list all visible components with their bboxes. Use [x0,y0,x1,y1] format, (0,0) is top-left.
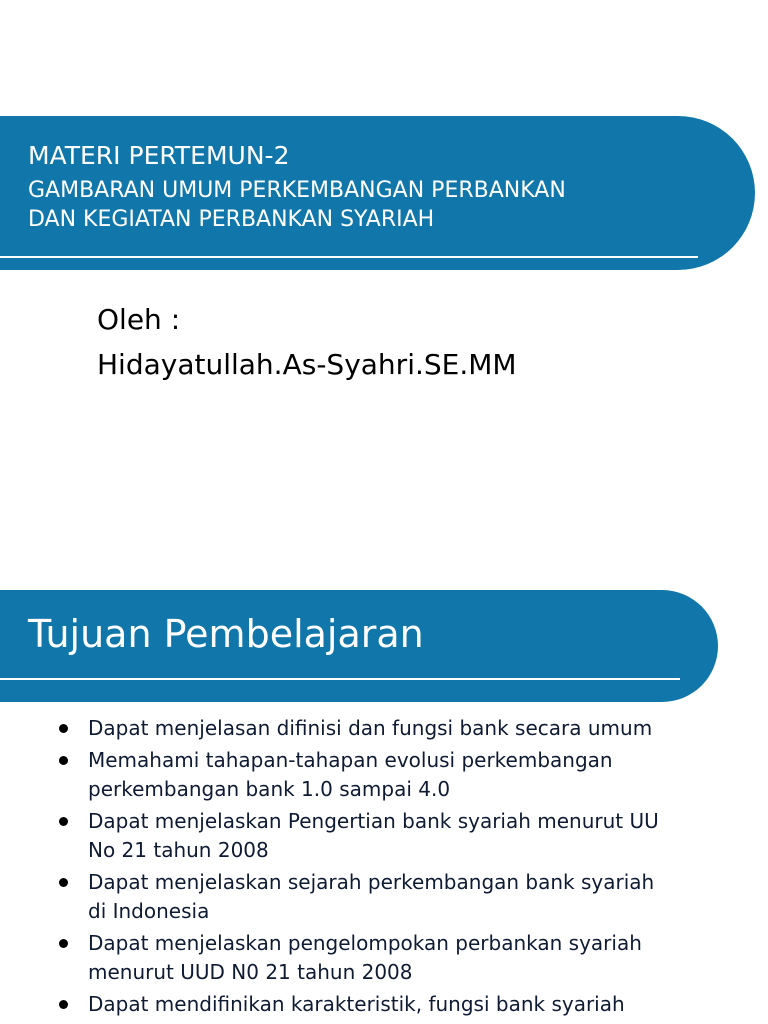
list-item-line: di Indonesia [88,899,210,923]
author-prefix: Oleh : [97,303,181,336]
slide-subtitle-line: DAN KEGIATAN PERBANKAN SYARIAH [28,207,435,232]
bullet-icon [59,756,68,765]
bullet-icon [59,1000,68,1009]
bullet-icon [59,724,68,733]
bullet-icon [59,939,68,948]
list-item-text [88,714,747,743]
list-item-text [88,746,747,804]
list-item-line: Dapat menjelaskan pengelompokan perbankan syariah [88,931,642,955]
slide-subtitle-line: GAMBARAN UMUM PERKEMBANGAN PERBANKAN [28,178,566,203]
list-item-text [88,807,747,865]
slide-title: MATERI PERTEMUN-2 [28,141,290,170]
list-item [57,807,747,865]
list-item [57,746,747,804]
objectives-list [57,714,747,1022]
heading-banner-underline [0,678,680,680]
list-item-line: Memahami tahapan-tahapan evolusi perkembangan [88,748,613,772]
list-item-text [88,868,747,926]
title-banner-underline [0,256,698,258]
bullet-icon [59,878,68,887]
author-name: Hidayatullah.As-Syahri.SE.MM [97,348,517,381]
list-item-line: Dapat menjelasan difinisi dan fungsi bank secara umum [88,716,653,740]
list-item-line: Dapat mendifinikan karakteristik, fungsi bank syariah [88,992,625,1016]
list-item-line: menurut UUD N0 21 tahun 2008 [88,960,413,984]
list-item [57,714,747,743]
list-item [57,929,747,987]
list-item-line: Dapat menjelaskan sejarah perkembangan bank syariah [88,870,655,894]
list-item-text [88,929,747,987]
bullet-icon [59,817,68,826]
list-item-line: No 21 tahun 2008 [88,838,269,862]
objectives-heading: Tujuan Pembelajaran [28,612,424,656]
author-block [97,297,517,387]
list-item [57,868,747,926]
list-item-line: perkembangan bank 1.0 sampai 4.0 [88,777,451,801]
list-item-text [88,990,747,1019]
slide-subtitle [28,176,566,234]
list-item [57,990,747,1019]
list-item-line: Dapat menjelaskan Pengertian bank syariah menurut UU [88,809,659,833]
